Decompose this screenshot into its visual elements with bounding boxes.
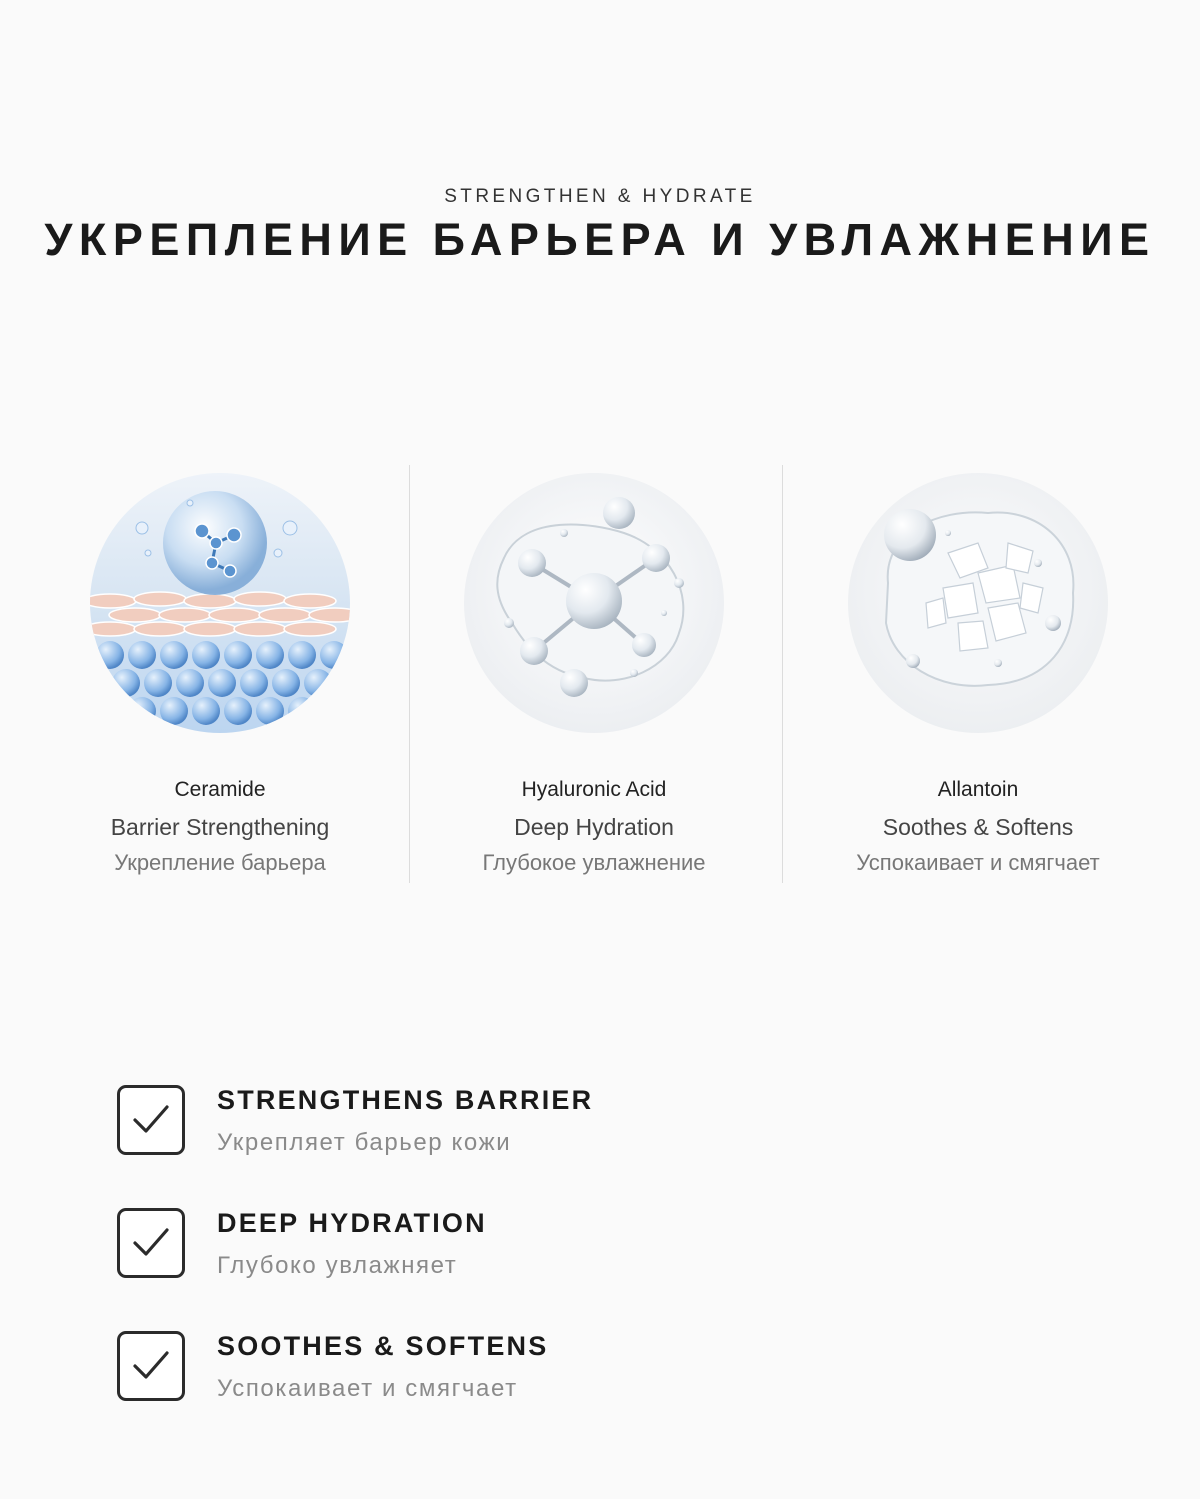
hyaluronic-molecule-image xyxy=(464,473,724,733)
ingredient-card-ceramide xyxy=(40,465,400,877)
eyebrow-heading: STRENGTHEN & HYDRATE xyxy=(444,186,756,207)
ingredient-name: Ceramide xyxy=(174,778,266,801)
benefit-item-deep-hydration xyxy=(115,1206,815,1329)
ingredient-name: Allantoin xyxy=(937,778,1019,801)
checkmark-icon xyxy=(117,1331,185,1401)
checkmark-icon xyxy=(117,1085,185,1155)
benefit-item-soothes-softens xyxy=(115,1329,815,1452)
ingredient-card-allantoin xyxy=(798,465,1158,877)
checkmark-icon xyxy=(117,1208,185,1278)
ingredient-benefit-ru: Успокаивает и смягчает xyxy=(856,850,1100,875)
ingredient-benefit-ru: Глубокое увлажнение xyxy=(482,850,706,875)
benefit-subtitle: Успокаивает и смягчает xyxy=(217,1375,518,1402)
benefit-title: STRENGTHENS BARRIER xyxy=(217,1085,594,1115)
ceramide-skin-layers-image xyxy=(90,473,350,733)
column-divider xyxy=(782,465,783,883)
benefit-subtitle: Укрепляет барьер кожи xyxy=(217,1129,512,1156)
ingredient-name: Hyaluronic Acid xyxy=(521,778,667,801)
ingredient-benefit-en: Soothes & Softens xyxy=(882,814,1074,840)
benefit-subtitle: Глубоко увлажняет xyxy=(217,1252,458,1279)
allantoin-crystals-image xyxy=(848,473,1108,733)
benefit-title: SOOTHES & SOFTENS xyxy=(217,1331,549,1361)
page-title: УКРЕПЛЕНИЕ БАРЬЕРА И УВЛАЖНЕНИЕ xyxy=(44,214,1156,265)
ingredients-section xyxy=(30,465,1170,885)
ingredient-card-hyaluronic-acid xyxy=(414,465,774,877)
benefit-title: DEEP HYDRATION xyxy=(217,1208,487,1238)
column-divider xyxy=(409,465,410,883)
ingredient-benefit-en: Deep Hydration xyxy=(514,814,674,840)
ingredient-benefit-en: Barrier Strengthening xyxy=(110,814,330,840)
ingredient-benefit-ru: Укрепление барьера xyxy=(114,850,326,875)
benefits-list xyxy=(115,1083,815,1452)
benefit-item-strengthens-barrier xyxy=(115,1083,815,1206)
